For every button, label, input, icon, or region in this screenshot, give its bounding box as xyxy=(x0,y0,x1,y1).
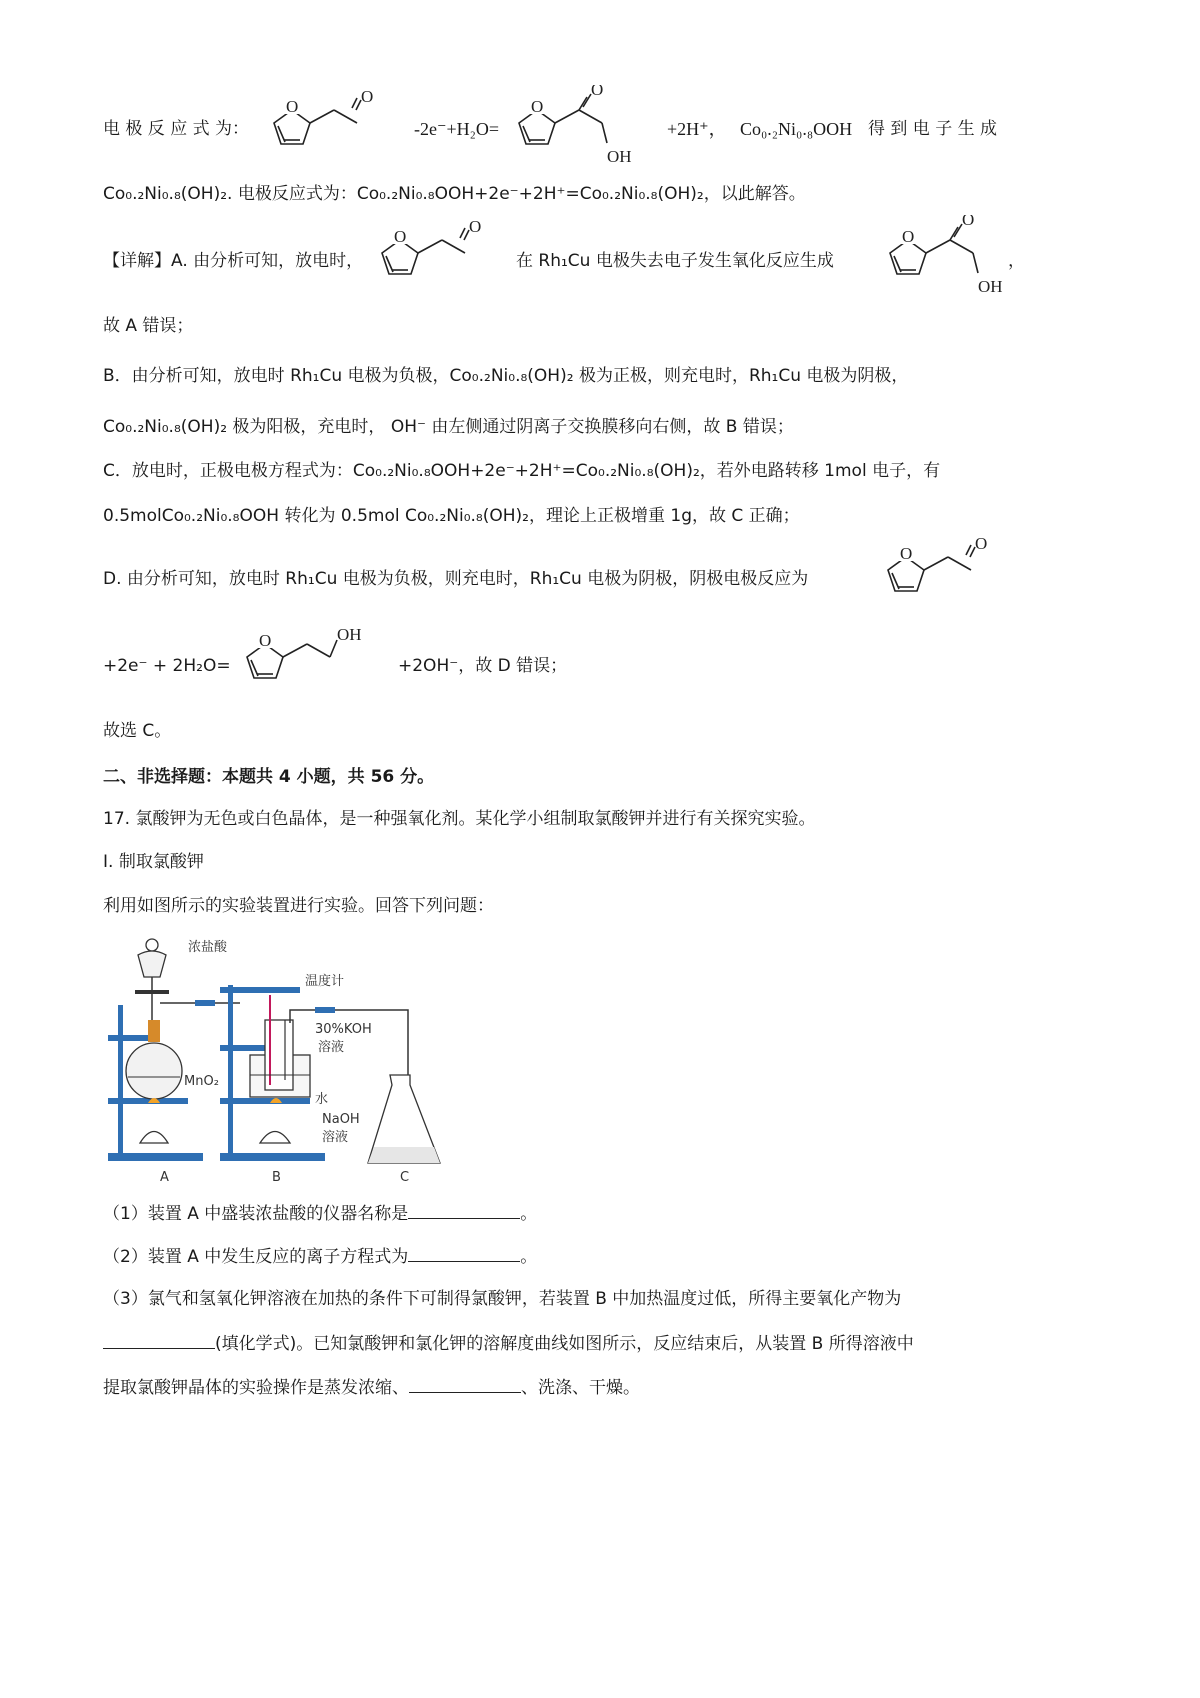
b-line2: Co₀.₂Ni₀.₈(OH)₂ 极为阳极，充电时， OH⁻ 由左侧通过阴离子交换膜移向右侧，故 B 错误； xyxy=(103,417,794,437)
label-water: 水 xyxy=(315,1092,329,1107)
svg-text:OH: OH xyxy=(337,625,362,644)
intro-text: 利用如图所示的实验装置进行实验。回答下列问题： xyxy=(103,896,494,916)
detail-prefix: 【详解】A. 由分析可知，放电时， xyxy=(103,251,364,271)
c-line1: C．放电时，正极电极方程式为：Co₀.₂Ni₀.₈OOH+2e⁻+2H⁺=Co₀.₂Ni₀.₈(OH)₂，若外电路转移 1mol 电子，有 xyxy=(103,461,941,481)
answer-blank-1[interactable] xyxy=(408,1202,520,1219)
label-thermometer: 温度计 xyxy=(305,974,345,989)
sub3-line2: (填化学式)。已知氯酸钾和氯化钾的溶解度曲线如图所示，反应结束后，从装置 B 所得溶液中 xyxy=(103,1332,914,1355)
svg-text:OH: OH xyxy=(978,277,1003,296)
ring-o-label: O xyxy=(286,97,299,116)
furfural-structure-3 xyxy=(876,535,1006,620)
svg-text:O: O xyxy=(902,227,915,246)
furfural-structure xyxy=(262,90,382,170)
d-line1: D. 由分析可知，放电时 Rh₁Cu 电极为负极，则充电时，Rh₁Cu 电极为阴极，阴极电极反应为 xyxy=(103,569,809,589)
d-line2-suffix: +2OH⁻，故 D 错误； xyxy=(398,656,568,676)
carbonyl-o-label: O xyxy=(591,85,604,99)
q17-text: 17. 氯酸钾为无色或白色晶体，是一种强氧化剂。某化学小组制取氯酸钾并进行有关探究实验。 xyxy=(103,809,816,829)
detail-end: ， xyxy=(1008,251,1025,271)
label-koh: 30%KOH xyxy=(315,1022,372,1037)
label-naoh: NaOH xyxy=(322,1112,360,1127)
a-wrong: 故 A 错误； xyxy=(103,316,194,336)
furfuryl-alcohol-structure xyxy=(235,622,385,707)
c-line2: 0.5molCo₀.₂Ni₀.₈OOH 转化为 0.5mol Co₀.₂Ni₀.₈(OH)₂，理论上正极增重 1g，故 C 正确； xyxy=(103,506,800,526)
svg-text:O: O xyxy=(962,215,975,229)
furfural-structure-2 xyxy=(370,220,490,300)
detail-mid: 在 Rh₁Cu 电极失去电子发生氧化反应生成 xyxy=(516,251,834,271)
carbonyl-o-label: O xyxy=(361,90,374,106)
line2-text: Co₀.₂Ni₀.₈(OH)₂. 电极反应式为：Co₀.₂Ni₀.₈OOH+2e⁻+2H⁺=Co₀.₂Ni₀.₈(OH)₂，以此解答。 xyxy=(103,184,806,204)
b-line1: B．由分析可知，放电时 Rh₁Cu 电极为负极，Co₀.₂Ni₀.₈(OH)₂ 极为正极，则充电时，Rh₁Cu 电极为阴极， xyxy=(103,366,909,386)
answer-blank-2[interactable] xyxy=(408,1245,520,1262)
label-b: B xyxy=(272,1170,281,1185)
sub2: （2）装置 A 中发生反应的离子方程式为 。 xyxy=(103,1247,538,1267)
line1-mid: -2e⁻+H₂O= xyxy=(414,119,500,139)
sub3-line1: （3）氯气和氢氧化钾溶液在加热的条件下可制得氯酸钾，若装置 B 中加热温度过低，所得主要氧化产物为 xyxy=(103,1289,902,1309)
furoic-acid-structure-2 xyxy=(878,215,1018,305)
label-mno2: MnO₂ xyxy=(184,1074,219,1089)
label-a: A xyxy=(160,1170,169,1185)
furoic-acid-structure xyxy=(507,85,647,175)
part1-title: I. 制取氯酸钾 xyxy=(103,852,204,872)
answer: 故选 C。 xyxy=(103,721,172,741)
hydroxyl-label: OH xyxy=(607,147,632,166)
line1-suffix-b: Co₀.₂Ni₀.₈OOH xyxy=(740,119,853,139)
ring-o-label: O xyxy=(531,97,544,116)
label-koh-sol: 溶液 xyxy=(318,1040,345,1055)
line1-prefix: 电 极 反 应 式 为： xyxy=(103,119,250,139)
svg-text:O: O xyxy=(394,227,407,246)
apparatus-diagram xyxy=(100,925,520,1190)
label-naoh-sol: 溶液 xyxy=(322,1130,349,1145)
d-line2-prefix: +2e⁻ + 2H₂O= xyxy=(103,656,231,676)
answer-blank-3[interactable] xyxy=(103,1332,215,1349)
line1-suffix-a: +2H⁺， xyxy=(667,119,727,139)
svg-text:O: O xyxy=(900,544,913,563)
label-hcl: 浓盐酸 xyxy=(188,940,228,955)
svg-text:O: O xyxy=(469,220,482,236)
label-c: C xyxy=(400,1170,410,1185)
section-heading: 二、非选择题：本题共 4 小题，共 56 分。 xyxy=(103,767,435,787)
sub1: （1）装置 A 中盛装浓盐酸的仪器名称是 。 xyxy=(103,1204,538,1224)
svg-text:O: O xyxy=(259,631,272,650)
line1-suffix-c: 得 到 电 子 生 成 xyxy=(868,119,998,139)
svg-text:O: O xyxy=(975,535,988,553)
answer-blank-4[interactable] xyxy=(409,1376,521,1393)
sub3-line3: 提取氯酸钾晶体的实验操作是蒸发浓缩、 、洗涤、干燥。 xyxy=(103,1378,640,1398)
